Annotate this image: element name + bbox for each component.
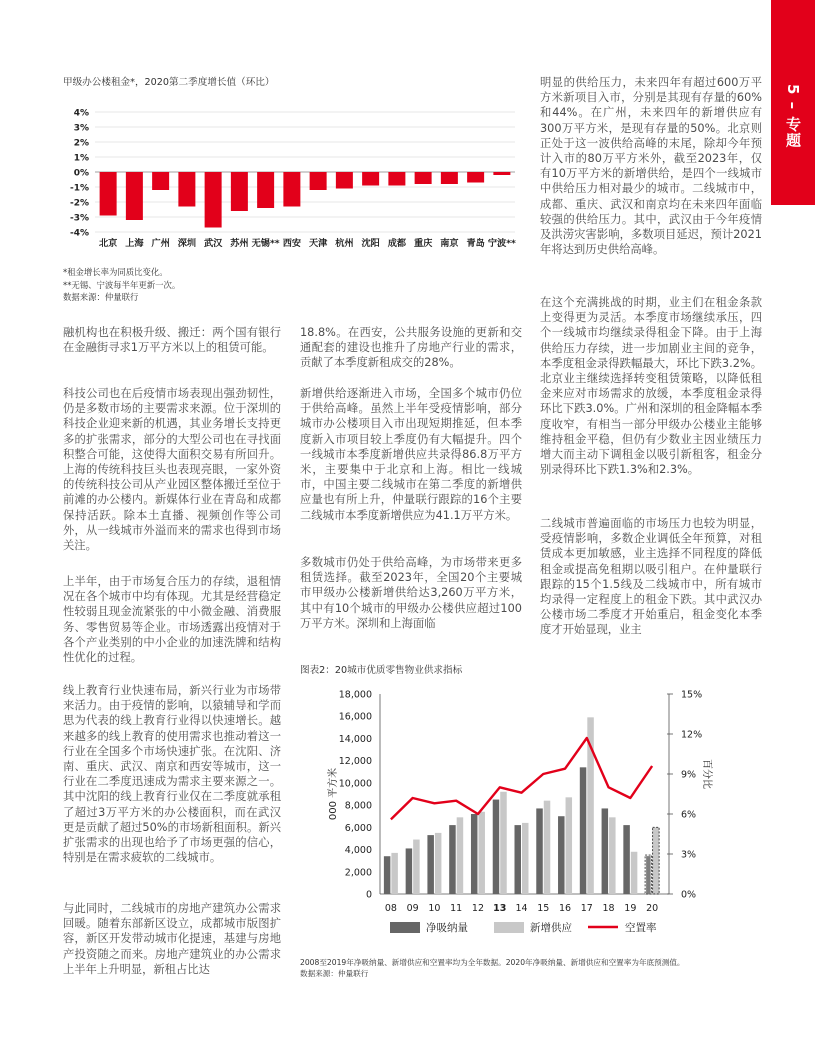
chart2-bar-supply <box>478 812 485 894</box>
chart1-xtick: 广州 <box>151 238 170 249</box>
chart2-xtick: 19 <box>624 903 637 914</box>
chart2-note: 2008至2019年净吸纳量、新增供应和空置率均为全年数据。2020年净吸纳量、新增供应和空置率为年底预测值。 <box>300 958 685 967</box>
chart2-notes <box>300 957 770 979</box>
retail-supply-demand-chart <box>298 680 718 948</box>
chart1-bar <box>415 172 432 184</box>
chart2-bar-absorption <box>449 825 456 894</box>
chart1-xtick: 重庆 <box>413 238 433 249</box>
chart2-ytick-right: 15% <box>681 689 703 701</box>
chart2-ylabel-right: 百分比 <box>701 759 712 789</box>
chart1-xtick: 宁波** <box>487 238 516 249</box>
chart2-ytick-right: 6% <box>681 809 697 821</box>
chart2-ytick-left: 12,000 <box>338 756 372 768</box>
chart2-ytick-left: 18,000 <box>338 689 372 701</box>
chart2-xtick: 20 <box>646 903 659 914</box>
chart1-bar <box>362 172 379 186</box>
legend-vacancy: 空置率 <box>625 922 657 934</box>
chart1-notes <box>63 266 180 304</box>
col1-para-5: 与此同时，二线城市的房地产建筑办公需求回暖。随着东部新区设立，成都城市版图扩容，新区开发带动城市化提速，基建与房地产投资随之而来。房地产建筑业的办公需求上半年上升明显，新租占比达 <box>63 902 281 976</box>
chart1-bar <box>126 172 143 220</box>
section-tab-label: 5 – 专题 <box>784 84 802 149</box>
chart1-xtick: 南京 <box>440 238 459 249</box>
chart1-ytick: -1% <box>69 183 89 194</box>
chart2-xtick: 08 <box>384 903 397 914</box>
chart2-ytick-left: 6,000 <box>344 822 372 834</box>
chart1-bar <box>283 172 300 207</box>
chart1-xtick: 西安 <box>282 238 302 249</box>
chart1-xtick: 成都 <box>387 238 407 249</box>
chart1-bar <box>257 172 274 208</box>
chart2-ytick-right: 9% <box>681 769 697 781</box>
chart2-bar-absorption <box>427 835 434 894</box>
chart1-ytick: 2% <box>73 138 89 149</box>
chart1-xtick: 沈阳 <box>361 238 380 249</box>
chart1-bar <box>441 172 458 184</box>
chart1-xtick: 无锡** <box>251 238 280 249</box>
col1-para-4: 线上教育行业快速布局，新兴行业为市场带来活力。由于疫情的影响，以猿辅导和学而思为代表的线上教育行业得以快速增长。越来越多的线上教育的使用需求也推动着这一行业在全国多个市场快速扩张。在沈阳、济南、重庆、武汉、南京和西安等城市，这一行业在二季度迅速成为需求主要来源之一。其中沈阳的线上教育行业仅在二季度就承租了超过3万平方米的办公楼面积，而在武汉更是贡献了超过50%的市场新租面积。新兴扩张需求的出现也给予了市场更强的信心，特别是在需求疲软的二线城市。 <box>63 684 281 865</box>
legend-absorption: 净吸纳量 <box>426 922 468 934</box>
chart1-bar <box>231 172 248 211</box>
chart1-xtick: 青岛 <box>466 238 485 249</box>
chart1-title: 甲级办公楼租金*，2020第二季度增长值（环比） <box>63 77 275 88</box>
chart2-bar-supply <box>522 823 529 894</box>
section-tab <box>771 0 815 205</box>
chart1-bar <box>178 172 195 207</box>
chart2-bar-supply <box>544 801 551 894</box>
chart1-source: 数据来源：仲量联行 <box>63 292 139 302</box>
chart2-source: 数据来源：仲量联行 <box>300 969 369 978</box>
chart1-xtick: 武汉 <box>203 238 223 249</box>
chart2-bar-supply <box>500 792 507 894</box>
col2-para-2: 新增供给逐渐进入市场，全国多个城市仍位于供给高峰。虽然上半年受疫情影响，部分城市办公楼项目入市出现短期推延，但本季度新入市项目较上季度仍有大幅提升。四个一线城市本季度新增供应共录得86.8万平方米，主要集中于北京和上海。相比一线城市，中国主要二线城市在第二季度的新增供应量也有所上升，仲量联行跟踪的16个主要二线城市本季度新增供应为41.1万平方米。 <box>300 387 522 522</box>
chart2-xtick: 11 <box>450 903 463 914</box>
office-rent-growth-chart <box>60 100 520 260</box>
col3-para-3: 二线城市普遍面临的市场压力也较为明显，受疫情影响，多数企业调低全年预算，对租赁成本更加敏感，业主选择不同程度的降低租金或提高免租期以吸引租户。在仲量联行跟踪的15个1.5线及二线城市中，所有城市均录得一定程度上的租金下跌。其中武汉办公楼市场二季度才开始重启，租金变化本季度才开始显现，业主 <box>540 517 762 637</box>
chart2-xtick: 15 <box>537 903 550 914</box>
chart2-xtick: 12 <box>471 903 485 914</box>
chart1-bar <box>152 172 169 190</box>
chart1-ytick: 3% <box>73 123 89 134</box>
chart1-note-1: *租金增长率为同质比变化。 <box>63 267 168 277</box>
chart2-bar-absorption-fill <box>646 856 651 894</box>
chart2-bar-absorption <box>493 800 500 894</box>
chart2-ytick-right: 0% <box>681 889 697 901</box>
legend-supply: 新增供应 <box>530 922 572 934</box>
chart2-bar-supply <box>566 797 573 894</box>
chart1-ytick: -4% <box>69 228 89 239</box>
chart2-xtick: 14 <box>515 903 528 914</box>
chart2-bar-supply <box>391 853 398 894</box>
chart2-xtick: 17 <box>580 903 593 914</box>
chart2-ytick-left: 14,000 <box>338 733 372 745</box>
chart1-ytick: 0% <box>73 168 89 179</box>
chart2-bar-supply <box>631 852 638 894</box>
chart1-bar <box>493 172 510 175</box>
col1-para-2: 科技公司也在后疫情市场表现出强劲韧性，仍是多数市场的主要需求来源。位于深圳的科技企业迎来新的机遇，其业务增长支持更多的扩张需求，部分的大型公司也在寻找面积整合可能，这使得大面积交易有所回升。上海的传统科技巨头也表现亮眼，一家外资的传统科技公司从产业园区整体搬迁至位于前滩的办公楼内。新媒体行业在青岛和成都保持活跃。除本土直播、视频创作等公司外，从一线城市外溢而来的需求也得到市场关注。 <box>63 387 281 553</box>
chart1-bar <box>310 172 327 190</box>
chart1-xtick: 天津 <box>308 238 328 249</box>
chart2-ytick-left: 10,000 <box>338 778 372 790</box>
col3-para-1: 明显的供给压力，未来四年有超过600万平方米新项目入市，分别是其现有存量的60%和44%。在广州，未来四年的新增供应有300万平方米，是现有存量的50%。北京则正处于这一波供给高峰的末尾，除却今年预计入市的80万平方米外，截至2023年，仅有10万平方米的新增供给，是四个一线城市中供给压力相对最少的城市。二线城市中，成都、重庆、武汉和南京均在未来四年面临较强的供给压力。其中，武汉由于今年疫情及洪涝灾害影响，多数项目延迟，预计2021年将达到历史供给高峰。 <box>540 76 762 257</box>
legend-swatch-supply <box>494 922 524 933</box>
chart2-xtick: 13 <box>493 903 507 914</box>
chart2-bar-supply <box>413 840 420 894</box>
chart2-vacancy-line <box>391 738 652 819</box>
chart2-bar-absorption <box>558 816 565 894</box>
chart2-bar-absorption <box>602 808 609 894</box>
chart2-bar-supply <box>457 817 464 894</box>
chart1-ytick: 4% <box>73 108 89 119</box>
chart1-ytick: 1% <box>73 153 89 164</box>
chart2-xtick: 18 <box>602 903 615 914</box>
col2-para-1: 18.8%。在西安，公共服务设施的更新和交通配套的建设也推升了房地产行业的需求，贡献了本季度新租成交的28%。 <box>300 326 522 370</box>
chart2-bar-absorption <box>536 808 543 894</box>
chart1-ytick: -3% <box>69 213 89 224</box>
chart2-ytick-left: 4,000 <box>344 845 372 857</box>
chart1-xtick: 上海 <box>125 238 144 249</box>
chart2-bar-absorption <box>384 856 391 894</box>
col3-para-2: 在这个充满挑战的时期，业主们在租金条款上变得更为灵活。本季度市场继续承压，四个一线城市均继续录得租金下降。由于上海供给压力存续，进一步加剧业主间的竞争，本季度租金录得跌幅最大，环比下跌3.2%。北京业主继续选择转变租赁策略，以降低租金来应对市场需求的放缓，本季度租金录得环比下跌3.0%。广州和深圳的租金降幅本季度收窄，有相当一部分甲级办公楼业主能够维持租金平稳，但仍有少数业主因业绩压力增大而主动下调租金以吸引新租客，租金分别录得环比下跌1.3%和2.3%。 <box>540 296 762 477</box>
chart2-ytick-right: 3% <box>681 849 697 861</box>
col2-para-3: 多数城市仍处于供给高峰，为市场带来更多租赁选择。截至2023年，全国20个主要城市甲级办公楼新增供给达3,260万平方米，其中有10个城市的甲级办公楼供应超过100万平方米。深圳和上海面临 <box>300 556 522 630</box>
chart2-bar-absorption <box>515 825 522 894</box>
chart2-xtick: 09 <box>406 903 419 914</box>
chart1-bar <box>205 172 222 228</box>
chart2-ytick-left: 0 <box>365 889 372 901</box>
chart1-xtick: 北京 <box>98 238 118 249</box>
chart1-xtick: 深圳 <box>177 238 197 249</box>
legend-swatch-absorption <box>390 922 420 933</box>
chart2-ylabel: 000 平方米 <box>328 767 339 821</box>
chart2-bar-supply <box>435 833 442 894</box>
chart1-bar <box>336 172 353 189</box>
chart1-note-2: **无锡、宁波每半年更新一次。 <box>63 279 181 290</box>
chart2-ytick-left: 16,000 <box>338 711 372 723</box>
chart1-bar <box>100 172 117 216</box>
chart2-xtick: 10 <box>428 903 441 914</box>
chart2-bar-supply <box>653 827 660 894</box>
chart2-bar-absorption <box>623 825 630 894</box>
chart2-bar-supply <box>609 817 616 894</box>
col1-para-1: 融机构也在积极升级、搬迁：两个国有银行在金融街寻求1万平方米以上的租赁可能。 <box>63 326 281 355</box>
chart1-xtick: 杭州 <box>335 238 354 249</box>
chart1-bar <box>388 172 405 186</box>
chart2-title: 图表2：20城市优质零售物业供求指标 <box>300 665 463 676</box>
chart1-ytick: -2% <box>69 198 89 209</box>
chart1-xtick: 苏州 <box>230 238 249 249</box>
chart2-ytick-left: 2,000 <box>344 867 372 879</box>
chart1-bar <box>467 172 484 183</box>
chart2-ytick-left: 8,000 <box>344 800 372 812</box>
chart2-bar-absorption <box>406 848 413 894</box>
chart2-ytick-right: 12% <box>681 729 703 741</box>
col1-para-3: 上半年，由于市场复合压力的存续，退租情况在各个城市中均有体现。尤其是经营稳定性较弱且现金流紧张的中小微金融、消费服务、零售贸易等企业。市场透露出疫情对于各个产业类别的中小企业的加速洗牌和结构性优化的过程。 <box>63 575 281 665</box>
chart2-bar-absorption <box>580 767 587 894</box>
chart2-bar-absorption <box>471 814 478 894</box>
chart2-xtick: 16 <box>558 903 572 914</box>
